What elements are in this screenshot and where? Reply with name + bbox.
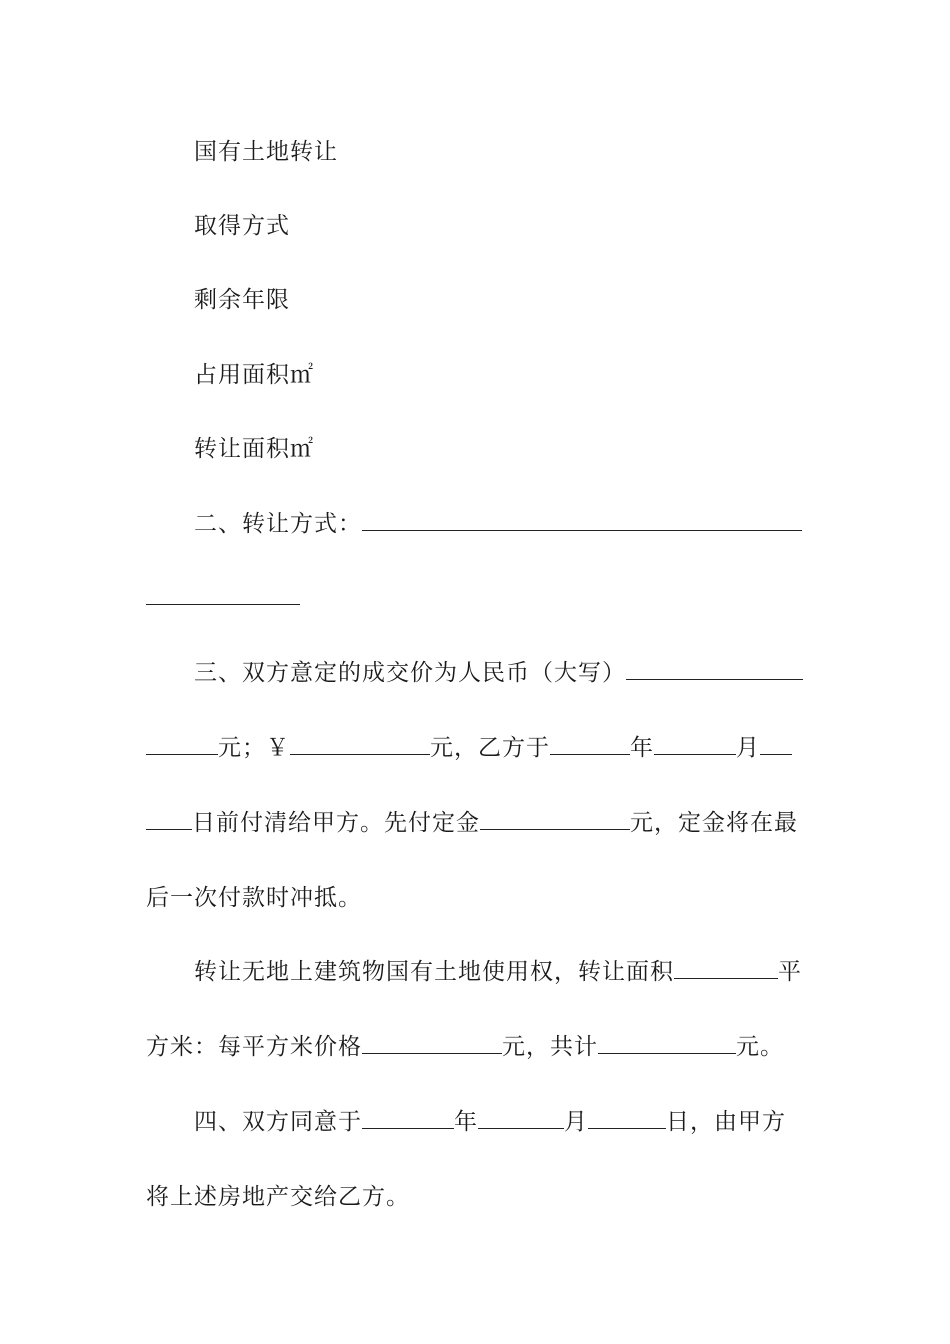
deposit-label: 日前付清给甲方。先付定金 xyxy=(192,810,480,836)
handover-day-label: 日，由甲方 xyxy=(666,1109,786,1135)
line-transfer-area: 转让面积㎡ xyxy=(194,436,314,462)
land-use-right-label: 转让无地上建筑物国有土地使用权，转让面积 xyxy=(194,959,674,985)
handover-month-blank[interactable] xyxy=(478,1108,564,1129)
deposit-offset-label: 元，定金将在最 xyxy=(630,810,798,836)
pay-month-blank[interactable] xyxy=(654,734,736,755)
line-transfer-method xyxy=(194,509,802,539)
unit-price-blank[interactable] xyxy=(362,1033,502,1054)
line-unit-price xyxy=(146,1032,784,1062)
handover-day-blank[interactable] xyxy=(588,1108,666,1129)
handover-year-label: 年 xyxy=(454,1109,478,1135)
line-acquisition-method: 取得方式 xyxy=(194,213,290,239)
price-uppercase-blank-cont[interactable] xyxy=(146,734,218,755)
line-final-payment: 后一次付款时冲抵。 xyxy=(146,885,362,911)
line-land-use-right xyxy=(194,957,802,987)
line-deposit xyxy=(146,808,798,838)
line-price-amount xyxy=(146,733,792,763)
yuan-end-label: 元。 xyxy=(736,1034,784,1060)
clause-4-label: 四、双方同意于 xyxy=(194,1109,362,1135)
pay-day-blank-cont[interactable] xyxy=(146,809,192,830)
handover-year-blank[interactable] xyxy=(362,1108,454,1129)
handover-month-label: 月 xyxy=(564,1109,588,1135)
clause-2-label: 二、转让方式： xyxy=(194,511,362,537)
price-uppercase-blank[interactable] xyxy=(626,659,803,680)
line-remaining-years: 剩余年限 xyxy=(194,287,290,313)
total-blank[interactable] xyxy=(598,1033,736,1054)
transfer-method-blank[interactable] xyxy=(362,510,802,531)
area-blank[interactable] xyxy=(674,958,778,979)
month-label: 月 xyxy=(736,735,760,761)
line-handover-date xyxy=(194,1107,786,1137)
line-transfer-method-cont xyxy=(146,583,300,613)
clause-3-label: 三、双方意定的成交价为人民币（大写） xyxy=(194,660,626,686)
pay-year-blank[interactable] xyxy=(550,734,630,755)
ping-label: 平 xyxy=(778,959,802,985)
pay-day-blank[interactable] xyxy=(760,734,792,755)
deposit-blank[interactable] xyxy=(480,809,630,830)
buyer-pay-label: 元，乙方于 xyxy=(430,735,550,761)
year-label: 年 xyxy=(630,735,654,761)
unit-price-label: 方米：每平方米价格 xyxy=(146,1034,362,1060)
total-label: 元，共计 xyxy=(502,1034,598,1060)
line-handover-to-buyer: 将上述房地产交给乙方。 xyxy=(146,1184,410,1210)
price-number-blank[interactable] xyxy=(290,734,430,755)
yuan-yen-label: 元；￥ xyxy=(218,735,290,761)
line-price-clause xyxy=(194,658,803,688)
transfer-method-blank-cont[interactable] xyxy=(146,584,300,605)
line-land-transfer: 国有土地转让 xyxy=(194,139,338,165)
line-occupied-area: 占用面积㎡ xyxy=(194,362,314,388)
